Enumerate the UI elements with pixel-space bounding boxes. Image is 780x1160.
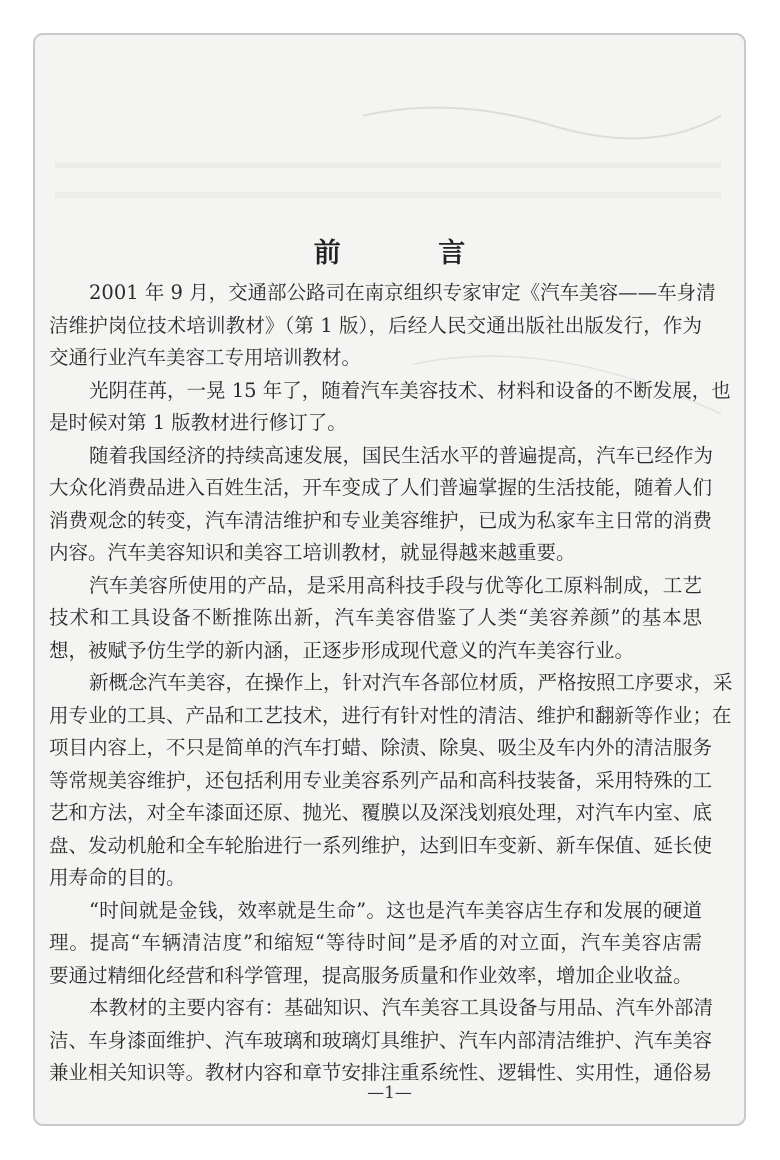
text-line: 盘、发动机舱和全车轮胎进行一系列维护，达到旧车变新、新车保值、延长使 (49, 833, 713, 857)
text-line: 消费观念的转变，汽车清洁维护和专业美容维护，已成为私家车主日常的消费 (49, 508, 713, 532)
text-line: 理。提高“车辆清洁度”和缩短“等待时间”是矛盾的对立面，汽车美容店需 (49, 931, 702, 954)
text-line: 洁维护岗位技术培训教材》（第 1 版），后经人民交通出版社出版发行，作为 (49, 313, 702, 337)
text-line: 等常规美容维护，还包括利用专业美容系列产品和高科技装备，采用特殊的工 (49, 768, 713, 792)
paragraph (49, 895, 702, 993)
text-line: 用专业的工具、产品和工艺技术，进行有针对性的清洁、维护和翻新等作业；在 (49, 703, 732, 727)
text-line: 用寿命的目的。 (49, 866, 186, 889)
text-line: 本教材的主要内容有：基础知识、汽车美容工具设备与用品、汽车外部清 (89, 996, 714, 1019)
page-number: —1— (367, 1083, 412, 1103)
paragraph (49, 992, 714, 1090)
text-line: 新概念汽车美容，在操作上，针对汽车各部位材质，严格按照工序要求，采 (89, 671, 733, 694)
text-line: 是时候对第 1 版教材进行修订了。 (49, 411, 347, 434)
text-line: 要通过精细化经营和科学管理，提高服务质量和作业效率，增加企业收益。 (49, 963, 693, 987)
body-text (49, 277, 733, 1090)
text-line: 想，被赋予仿生学的新内涵，正逐步形成现代意义的汽车美容行业。 (49, 638, 635, 662)
paragraph (49, 570, 702, 668)
paragraph (49, 375, 731, 440)
text-line: 2001 年 9 月，交通部公路司在南京组织专家审定《汽车美容——车身清 (89, 281, 716, 304)
text-line: 大众化消费品进入百姓生活，开车变成了人们普遍掌握的生活技能，随着人们 (49, 476, 713, 499)
text-line: 项目内容上，不只是简单的汽车打蜡、除渍、除臭、吸尘及车内外的清洁服务 (49, 736, 713, 759)
text-line: 光阴荏苒，一晃 15 年了，随着汽车美容技术、材料和设备的不断发展，也 (89, 378, 731, 402)
text-line: “时间就是金钱，效率就是生命”。这也是汽车美容店生存和发展的硬道 (89, 898, 702, 922)
page-title: 前 言 (313, 238, 510, 269)
text-line: 技术和工具设备不断推陈出新，汽车美容借鉴了人类“美容养颜”的基本思 (49, 606, 702, 629)
text-line: 兼业相关知识等。教材内容和章节安排注重系统性、逻辑性、实用性，通俗易 (49, 1061, 713, 1084)
document-page (33, 33, 746, 1126)
paragraph (49, 440, 714, 570)
text-line: 艺和方法，对全车漆面还原、抛光、覆膜以及深浅划痕处理，对汽车内室、底 (49, 801, 713, 824)
text-line: 交通行业汽车美容工专用培训教材。 (49, 346, 362, 369)
paragraph (49, 667, 733, 895)
text-line: 汽车美容所使用的产品，是采用高科技手段与优等化工原料制成，工艺 (89, 573, 702, 597)
paragraph (49, 277, 716, 375)
text-line: 洁、车身漆面维护、汽车玻璃和玻璃灯具维护、汽车内部清洁维护、汽车美容 (49, 1028, 713, 1052)
text-line: 随着我国经济的持续高速发展，国民生活水平的普遍提高，汽车已经作为 (89, 443, 714, 467)
text-line: 内容。汽车美容知识和美容工培训教材，就显得越来越重要。 (49, 541, 576, 564)
